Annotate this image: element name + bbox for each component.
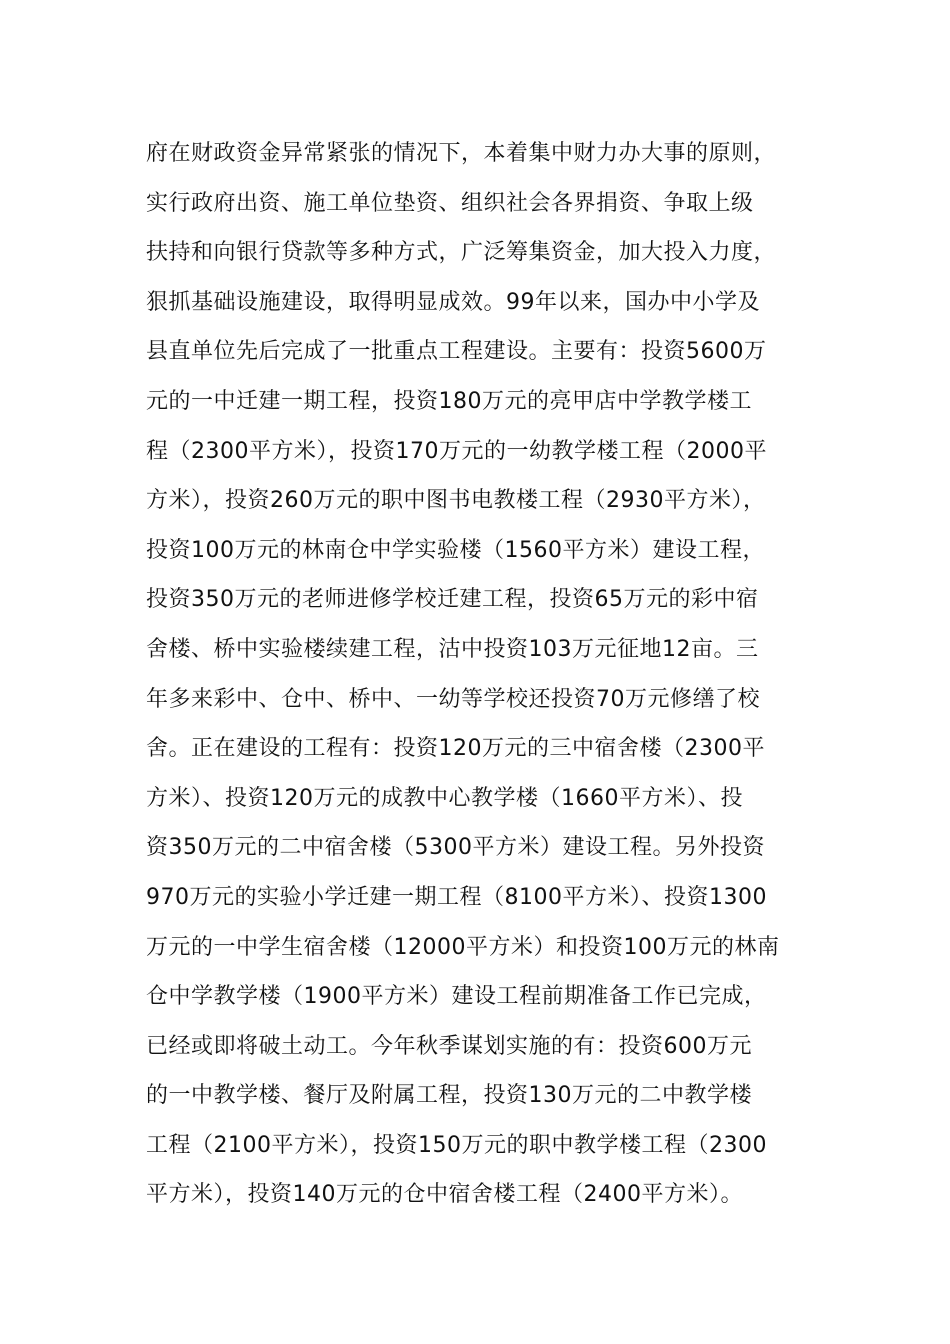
text-line: 狠抓基础设施建设，取得明显成效。99年以来，国办中小学及: [146, 289, 760, 315]
text-line: 元的一中迁建一期工程，投资180万元的亮甲店中学教学楼工: [146, 388, 752, 414]
text-line: 平方米），投资140万元的仓中宿舍楼工程（2400平方米）。: [146, 1182, 743, 1208]
text-line: 实行政府出资、施工单位垫资、组织社会各界捐资、争取上级: [146, 190, 754, 216]
text-line: 资350万元的二中宿舍楼（5300平方米）建设工程。另外投资: [146, 835, 765, 861]
text-line: 方米）、投资120万元的成教中心教学楼（1660平方米）、投: [146, 785, 743, 811]
text-line: 工程（2100平方米），投资150万元的职中教学楼工程（2300: [146, 1132, 767, 1158]
text-line: 投资350万元的老师进修学校迁建工程，投资65万元的彩中宿: [146, 587, 759, 613]
text-line: 程（2300平方米），投资170万元的一幼教学楼工程（2000平: [146, 438, 767, 464]
text-line: 投资100万元的林南仓中学实验楼（1560平方米）建设工程，: [146, 537, 765, 563]
text-line: 年多来彩中、仓中、桥中、一幼等学校还投资70万元修缮了校: [146, 686, 760, 712]
text-line: 万元的一中学生宿舍楼（12000平方米）和投资100万元的林南: [146, 934, 780, 960]
text-line: 方米），投资260万元的职中图书电教楼工程（2930平方米），: [146, 488, 766, 514]
text-line: 970万元的实验小学迁建一期工程（8100平方米）、投资1300: [146, 884, 767, 910]
text-line: 县直单位先后完成了一批重点工程建设。主要有：投资5600万: [146, 339, 767, 365]
text-line: 仓中学教学楼（1900平方米）建设工程前期准备工作已完成，: [146, 984, 767, 1010]
text-line: 府在财政资金异常紧张的情况下，本着集中财力办大事的原则，: [146, 141, 777, 166]
text-line: 已经或即将破土动工。今年秋季谋划实施的有：投资600万元: [146, 1033, 752, 1059]
body-paragraph: [146, 129, 836, 1220]
text-line: 扶持和向银行贷款等多种方式，广泛筹集资金，加大投入力度，: [146, 240, 777, 266]
text-line: 舍楼、桥中实验楼续建工程，沽中投资103万元征地12亩。三: [146, 636, 759, 662]
text-line: 的一中教学楼、餐厅及附属工程，投资130万元的二中教学楼: [146, 1083, 752, 1109]
text-line: 舍。正在建设的工程有：投资120万元的三中宿舍楼（2300平: [146, 736, 765, 762]
